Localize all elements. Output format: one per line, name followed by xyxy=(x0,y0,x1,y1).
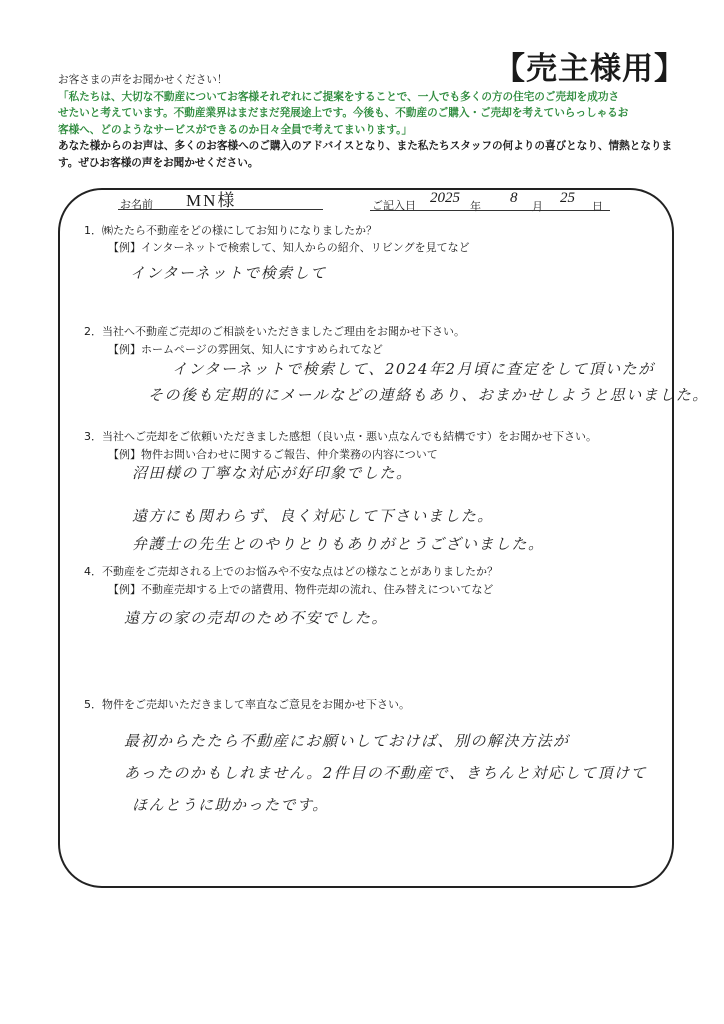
answer-3-line-3: 弁護士の先生とのやりとりもありがとうございました。 xyxy=(132,535,545,553)
answer-3-line-2: 遠方にも関わらず、良く対応して下さいました。 xyxy=(132,507,494,525)
intro-line: す。ぜひお客様の声をお聞かせください。 xyxy=(58,156,259,169)
date-month: 8 xyxy=(510,190,518,206)
intro-line: 「私たちは、大切な不動産についてお客様それぞれにご提案をすることで、一人でも多くの方の住宅のご売却を成功さ xyxy=(58,90,620,103)
date-label: ご記入日 xyxy=(372,199,416,212)
date-year-unit: 年 xyxy=(470,200,481,213)
question-4-example: 【例】不動産売却する上での諸費用、物件売却の流れ、住み替えについてなど xyxy=(108,583,494,596)
question-1: 1．㈱たたら不動産をどの様にしてお知りになりましたか？ xyxy=(84,224,377,237)
intro-text xyxy=(58,72,678,171)
name-value: MN様 xyxy=(186,191,237,210)
question-5: 5．物件をご売却いただきまして率直なご意見をお聞かせ下さい。 xyxy=(84,698,410,711)
intro-line: お客さまの声をお聞かせください！ xyxy=(58,74,228,86)
answer-3-line-1: 沼田様の丁寧な対応が好印象でした。 xyxy=(132,464,413,482)
date-month-unit: 月 xyxy=(532,200,543,213)
name-label: お名前 xyxy=(120,198,153,211)
answer-2-line-2: その後も定期的にメールなどの連絡もあり、おまかせしようと思いました。 xyxy=(148,386,709,404)
question-1-example: 【例】インターネットで検索して、知人からの紹介、リビングを見てなど xyxy=(108,241,470,254)
question-3: 3．当社へご売却をご依頼いただきました感想（良い点・悪い点なんでも結構です）をお聞かせ下さい。 xyxy=(84,430,597,443)
answer-5-line-1: 最初からたたら不動産にお願いしておけば、別の解決方法が xyxy=(124,732,570,750)
date-year: 2025 xyxy=(430,190,460,206)
answer-1-line-1: インターネットで検索して xyxy=(130,264,327,282)
date-underline xyxy=(370,210,610,211)
question-4: 4．不動産をご売却される上でのお悩みや不安な点はどの様なことがありましたか？ xyxy=(84,565,498,578)
intro-line: せたいと考えています。不動産業界はまだまだ発展途上です。今後も、不動産のご購入・ご売却を考えていらっしゃるお xyxy=(58,107,629,119)
answer-5-line-2: あったのかもしれません。2件目の不動産で、きちんと対応して頂けて xyxy=(124,764,647,782)
answer-5-line-3: ほんとうに助かったです。 xyxy=(132,796,329,814)
question-2: 2．当社へ不動産ご売却のご相談をいただきましたご理由をお聞かせ下さい。 xyxy=(84,325,465,338)
name-underline xyxy=(118,209,323,210)
answer-2-line-1: インターネットで検索して、2024年2月頃に査定をして頂いたが xyxy=(172,360,655,378)
date-day: 25 xyxy=(560,190,575,206)
intro-line: あなた様からのお声は、多くのお客様へのご購入のアドバイスとなり、また私たちスタッフの何よりの喜びとなり、情熱となりま xyxy=(58,140,673,152)
answer-4-line-1: 遠方の家の売却のため不安でした。 xyxy=(124,609,389,627)
page-header-tag: 【売主様用】 xyxy=(494,51,686,87)
intro-line: 客様へ、どのようなサービスができるのか日々全員で考えてまいります。」 xyxy=(58,123,413,136)
question-2-example: 【例】ホームページの雰囲気、知人にすすめられてなど xyxy=(108,343,383,356)
date-day-unit: 日 xyxy=(592,200,603,213)
question-3-example: 【例】物件お問い合わせに関するご報告、仲介業務の内容について xyxy=(108,448,438,461)
